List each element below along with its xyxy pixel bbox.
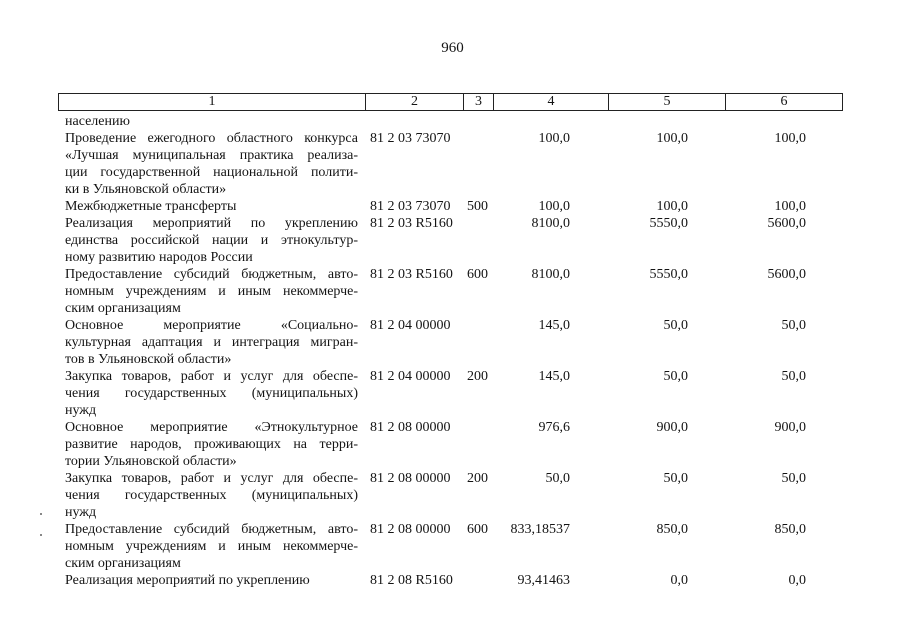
- row-description: [65, 266, 358, 317]
- row-value-col5: 900,0: [656, 420, 688, 435]
- row-value-col6: 900,0: [774, 420, 806, 435]
- row-value-col6: 0,0: [788, 573, 806, 588]
- description-line: тории Ульяновской области»: [65, 454, 237, 469]
- description-line: нужд: [65, 505, 97, 520]
- description-line: развитие народов, проживающих на терри-: [65, 437, 358, 452]
- table-row: [0, 130, 905, 198]
- description-line: Предоставление субсидий бюджетным, авто-: [65, 522, 358, 537]
- description-line: ским организациям: [65, 301, 181, 316]
- row-code: 81 2 04 00000: [370, 369, 451, 384]
- description-line: культурная адаптация и интеграция мигран-: [65, 335, 358, 350]
- row-description: [65, 317, 358, 368]
- row-value-col5: 50,0: [663, 369, 688, 384]
- row-code: 81 2 08 00000: [370, 522, 451, 537]
- header-col-2: 2: [366, 94, 464, 110]
- table-row: [0, 419, 905, 470]
- description-line: населению: [65, 114, 130, 129]
- row-value-col6: 5600,0: [767, 216, 806, 231]
- row-code: 81 2 03 R5160: [370, 216, 453, 231]
- table-row: [0, 266, 905, 317]
- row-value-col5: 50,0: [663, 471, 688, 486]
- row-value-col5: 5550,0: [649, 216, 688, 231]
- row-value-col6: 50,0: [781, 369, 806, 384]
- row-value-col4: 145,0: [538, 318, 570, 333]
- row-value-col6: 100,0: [774, 199, 806, 214]
- description-line: «Лучшая муниципальная практика реализа-: [65, 148, 358, 163]
- table-body: [0, 113, 905, 589]
- row-value-col5: 850,0: [656, 522, 688, 537]
- row-description: [65, 198, 358, 215]
- row-value-col4: 100,0: [538, 199, 570, 214]
- description-line: Проведение ежегодного областного конкурса: [65, 131, 358, 146]
- row-value-col4: 93,41463: [517, 573, 570, 588]
- row-expense-type: 600: [467, 522, 488, 537]
- description-line: Закупка товаров, работ и услуг для обеспе-: [65, 369, 358, 384]
- description-line: ки в Ульяновской области»: [65, 182, 227, 197]
- description-line: номным учреждениям и иным некоммерче-: [65, 539, 358, 554]
- header-col-4: 4: [494, 94, 609, 110]
- row-code: 81 2 08 00000: [370, 471, 451, 486]
- row-value-col4: 8100,0: [531, 267, 570, 282]
- row-value-col6: 50,0: [781, 471, 806, 486]
- row-value-col4: 145,0: [538, 369, 570, 384]
- table-row: [0, 113, 905, 130]
- table-row: [0, 470, 905, 521]
- row-description: [65, 113, 358, 130]
- row-description: [65, 130, 358, 198]
- row-value-col5: 100,0: [656, 131, 688, 146]
- page-number: 960: [441, 40, 464, 56]
- table-row: [0, 572, 905, 589]
- row-description: [65, 572, 358, 589]
- description-line: Межбюджетные трансферты: [65, 199, 237, 214]
- header-col-6: 6: [780, 94, 788, 109]
- margin-mark: [40, 534, 42, 536]
- row-expense-type: 200: [467, 471, 488, 486]
- table-row: [0, 198, 905, 215]
- row-description: [65, 215, 358, 266]
- description-line: единства российской нации и этнокультур-: [65, 233, 358, 248]
- row-value-col5: 5550,0: [649, 267, 688, 282]
- row-expense-type: 200: [467, 369, 488, 384]
- description-line: Основное мероприятие «Этнокультурное: [65, 420, 358, 435]
- row-code: 81 2 04 00000: [370, 318, 451, 333]
- table-row: [0, 521, 905, 572]
- description-line: Предоставление субсидий бюджетным, авто-: [65, 267, 358, 282]
- table-row: [0, 317, 905, 368]
- description-line: Реализация мероприятий по укреплению: [65, 573, 310, 588]
- table-header: [58, 93, 843, 111]
- row-code: 81 2 03 R5160: [370, 267, 453, 282]
- row-value-col6: 5600,0: [767, 267, 806, 282]
- row-code: 81 2 08 R5160: [370, 573, 453, 588]
- row-description: [65, 368, 358, 419]
- description-line: номным учреждениям и иным некоммерче-: [65, 284, 358, 299]
- row-expense-type: 600: [467, 267, 488, 282]
- row-description: [65, 419, 358, 470]
- row-code: 81 2 03 73070: [370, 199, 451, 214]
- row-value-col4: 8100,0: [531, 216, 570, 231]
- description-line: ским организациям: [65, 556, 181, 571]
- row-description: [65, 470, 358, 521]
- description-line: Реализация мероприятий по укреплению: [65, 216, 358, 231]
- row-value-col4: 50,0: [545, 471, 570, 486]
- description-line: ции государственной национальной полити-: [65, 165, 358, 180]
- header-col-5: 5: [609, 94, 726, 110]
- row-value-col4: 100,0: [538, 131, 570, 146]
- description-line: Основное мероприятие «Социально-: [65, 318, 358, 333]
- table-row: [0, 368, 905, 419]
- margin-mark: [40, 513, 42, 515]
- row-code: 81 2 03 73070: [370, 131, 451, 146]
- description-line: чения государственных (муниципальных): [65, 488, 358, 503]
- header-col-1: 1: [59, 94, 366, 110]
- row-value-col4: 976,6: [538, 420, 570, 435]
- description-line: ному развитию народов России: [65, 250, 253, 265]
- row-value-col5: 0,0: [670, 573, 688, 588]
- row-value-col6: 50,0: [781, 318, 806, 333]
- description-line: нужд: [65, 403, 97, 418]
- row-value-col5: 50,0: [663, 318, 688, 333]
- table-row: [0, 215, 905, 266]
- description-line: Закупка товаров, работ и услуг для обеспе-: [65, 471, 358, 486]
- description-line: тов в Ульяновской области»: [65, 352, 232, 367]
- row-value-col6: 100,0: [774, 131, 806, 146]
- row-value-col6: 850,0: [774, 522, 806, 537]
- row-value-col4: 833,18537: [510, 522, 570, 537]
- row-expense-type: 500: [467, 199, 488, 214]
- header-col-3: 3: [464, 94, 494, 110]
- row-description: [65, 521, 358, 572]
- description-line: чения государственных (муниципальных): [65, 386, 358, 401]
- row-value-col5: 100,0: [656, 199, 688, 214]
- row-code: 81 2 08 00000: [370, 420, 451, 435]
